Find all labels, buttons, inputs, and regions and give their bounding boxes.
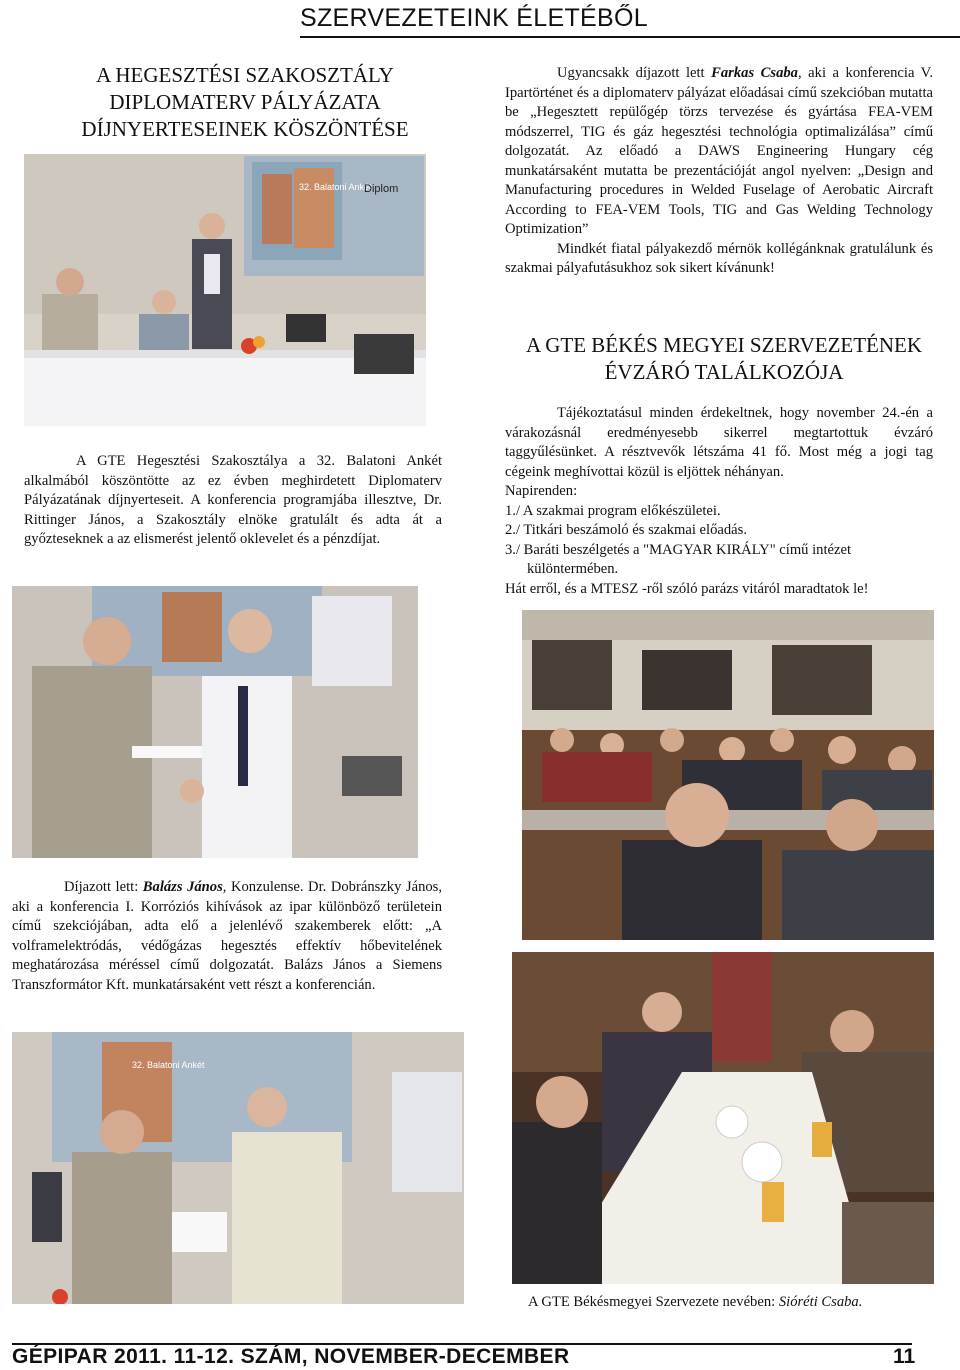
award2-text: , Konzulense. Dr. Dobránszky János, aki a konferencia I. Korróziós kihívások az ipar különböző területein című szekciójában, adta elő a jelenlévő szakemberek előtt: „A volframelektródás, védőgázas hegesztés effektív hőbevitelének meghatározása méréssel című dolgozatát. Balázs János a Siemens Transzformátor Kft. munkatársaként vett részt a konferencián. <box>12 879 442 993</box>
signature <box>528 1293 958 1313</box>
closing-text: Hát erről, és a MTESZ -ről szóló parázs vitáról maradtatok le! <box>505 580 869 597</box>
award1-text: , aki a konferencia V. Ipartörténet és a diplomaterv pályázat előadásai című szekcióban mutatta be „Hegesztett repülőgép törzs tervezése és gyártása FEA-VEM módszerrel, TIG és gáz hegesztési technológia optimalizálása” című dolgozatát. Az előadó a DAWS Engineering Hungary cég munkatársaként mutatta be prezentációját angol nyelven: „Design and Manufacturing procedures in Welded Fuselage of Aerobatic Aircraft According to FEA-VEM Tools, TIG and Gas Welding Technology Optimization” <box>505 65 933 237</box>
photo-handshake <box>12 586 418 858</box>
slide-word-text: Diplom <box>364 183 399 195</box>
section-title: SZERVEZETEINK ÉLETÉBŐL <box>300 4 648 32</box>
article2-title-line1: A GTE BÉKÉS MEGYEI SZERVEZETÉNEK <box>525 333 923 357</box>
agenda-label: Napirenden: <box>505 483 578 499</box>
congratulation-text: Mindkét fiatal pályakezdő mérnök kollégánknak gratulálunk és szakmai pályafutásukhoz sok sikert kívánunk! <box>505 240 933 276</box>
caption-first-award-text: A GTE Hegesztési Szakosztálya a 32. Balatoni Ankét alkalmából köszöntötte az ez évben meghirdetett Diplomaterv Pályázatának díjnyerteseit. A konferencia programjába illesztve, Dr. Rittinger János, a Szakosztály elnöke gratulált és adta át a győzteseknek a az elismerést jelentő oklevelet és a pénzdíjat. <box>24 453 442 547</box>
article-title-line3: DÍJNYERTESEINEK KÖSZÖNTÉSE <box>81 117 409 141</box>
caption-first-award <box>24 452 442 550</box>
article2-title-line2: ÉVZÁRÓ TALÁLKOZÓJA <box>604 360 844 384</box>
photo-dinner-table <box>512 952 934 1284</box>
article2-body <box>505 404 933 599</box>
photo-meeting-tables <box>522 610 934 940</box>
photo-diploma-handover <box>12 1032 464 1304</box>
slide-title-text: 32. Balatoni Ankét <box>299 182 372 192</box>
slide-title-text-2: 32. Balatoni Ankét <box>132 1060 205 1070</box>
photo-conference-podium <box>24 154 426 426</box>
article-first-award-continued <box>505 64 933 279</box>
article-title-line2: DIPLOMATERV PÁLYÁZATA <box>109 90 381 114</box>
signature-prefix: A GTE Békésmegyei Szervezete nevében: <box>528 1294 779 1310</box>
award1-prefix: Ugyancsakk díjazott lett <box>557 65 712 81</box>
issue-info: GÉPIPAR 2011. 11-12. SZÁM, NOVEMBER-DECEMBER <box>12 1345 570 1368</box>
award2-prefix: Díjazott lett: <box>64 879 143 895</box>
agenda-item-3: 3./ Baráti beszélgetés a "MAGYAR KIRÁLY" című intézet különtermében. <box>505 541 852 577</box>
article-title <box>20 62 470 143</box>
agenda-item-1: 1./ A szakmai program előkészületei. <box>505 502 721 519</box>
article-title-line1: A HEGESZTÉSI SZAKOSZTÁLY <box>96 63 394 87</box>
award1-name: Farkas Csaba <box>711 65 798 81</box>
award2-name: Balázs János <box>142 879 223 895</box>
page-number: 11 <box>893 1345 916 1368</box>
signature-name: Sióréti Csaba. <box>778 1294 863 1310</box>
caption-second-award <box>12 878 442 995</box>
article2-intro: Tájékoztatásul minden érdekeltnek, hogy november 24.-én a várakozásnál eredményesebb sikerrel megtartottuk évzáró taggyűlésünket. A résztvevők létszáma 41 fő. Most még a jogi tag cégeink meghívottai közül is eljöttek néhányan. <box>505 405 933 480</box>
header-rule <box>300 36 960 38</box>
agenda-item-2: 2./ Titkári beszámoló és szakmai előadás. <box>505 522 747 538</box>
article2-title <box>488 332 960 386</box>
